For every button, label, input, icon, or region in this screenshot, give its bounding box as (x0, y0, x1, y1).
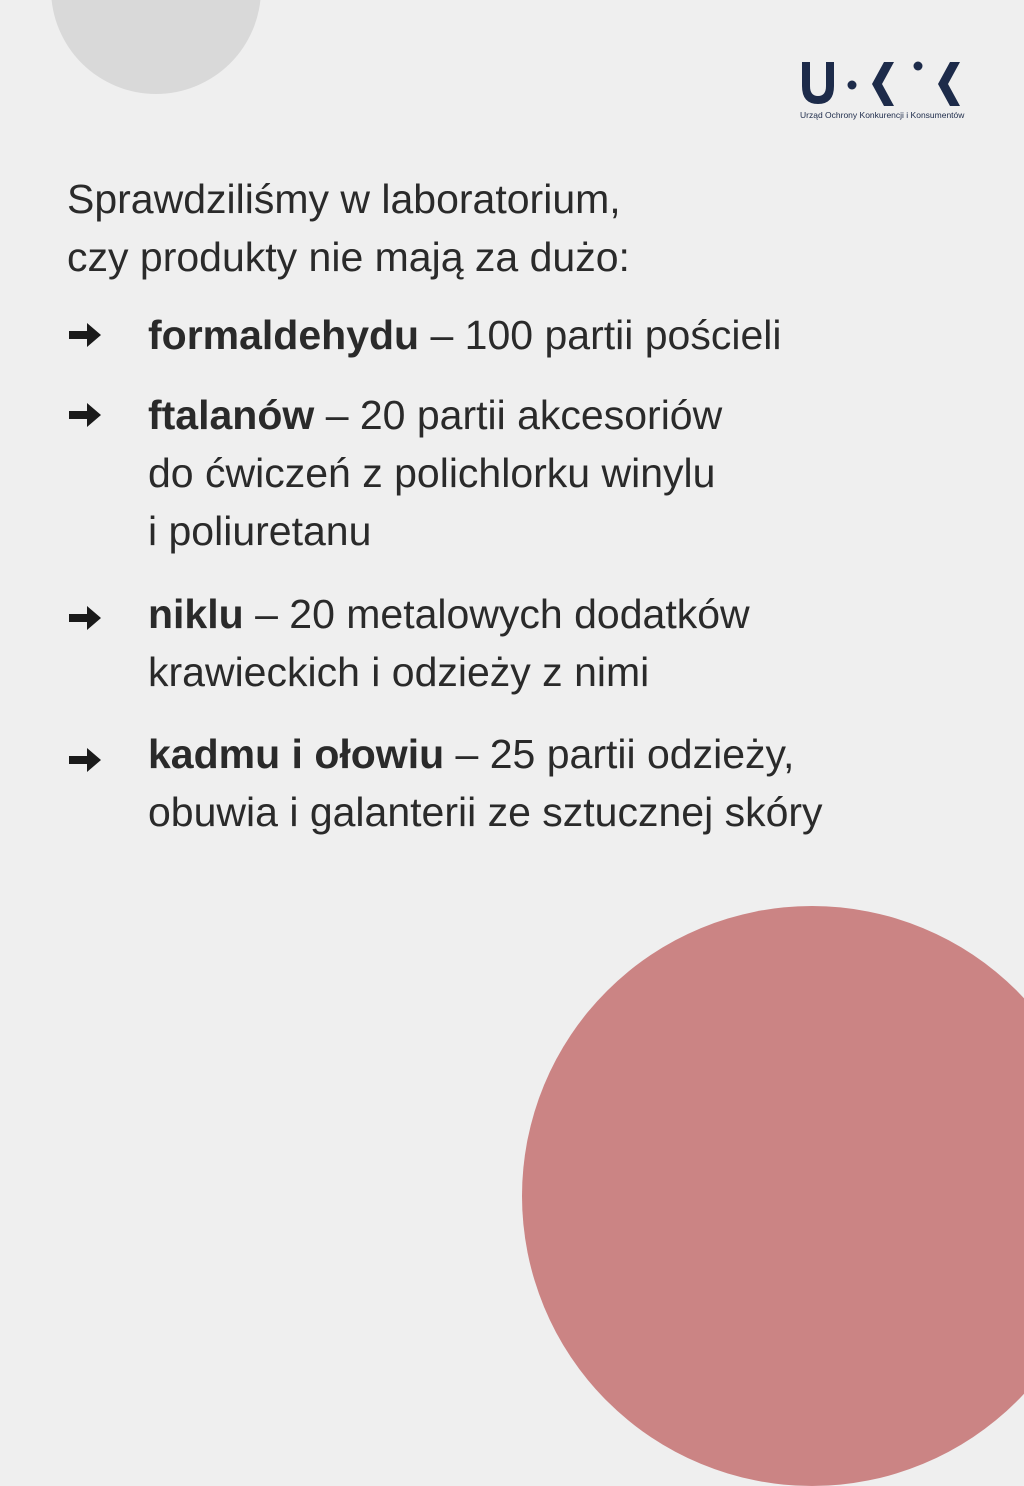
item-description: – 25 partii odzieży, (444, 731, 795, 777)
arrow-right-icon (67, 400, 103, 430)
item-term: ftalanów (148, 392, 315, 438)
arrow-right-icon (67, 745, 103, 775)
item-line-2: krawieckich i odzieży z nimi (148, 649, 650, 695)
decorative-circle-bottom (522, 906, 1024, 1486)
decorative-circle-top (51, 0, 261, 94)
item-description: – 20 metalowych dodatków (243, 591, 750, 637)
list-item-text (148, 585, 1008, 701)
uokik-logo (800, 58, 970, 124)
item-term: formaldehydu (148, 312, 420, 358)
item-line-2: obuwia i galanterii ze sztucznej skóry (148, 789, 823, 835)
arrow-right-icon (67, 320, 103, 350)
item-description: – 20 partii akcesoriów (314, 392, 723, 438)
logo-caption: Urząd Ochrony Konkurencji i Konsumentów (800, 110, 965, 120)
item-term: kadmu i ołowiu (148, 731, 445, 777)
item-description: – 100 partii pościeli (419, 312, 782, 358)
list-item-text (148, 386, 1008, 560)
uokik-logo-mark (800, 58, 970, 108)
item-term: niklu (148, 591, 244, 637)
list-item-text (148, 306, 1008, 364)
intro-line-1: Sprawdziliśmy w laboratorium, (67, 176, 621, 222)
list-item-text (148, 725, 1008, 841)
item-line-2: do ćwiczeń z polichlorku winylu (148, 450, 716, 496)
arrow-right-icon (67, 603, 103, 633)
intro-line-2: czy produkty nie mają za dużo: (67, 234, 630, 280)
item-line-3: i poliuretanu (148, 508, 372, 554)
intro-text (67, 170, 967, 286)
